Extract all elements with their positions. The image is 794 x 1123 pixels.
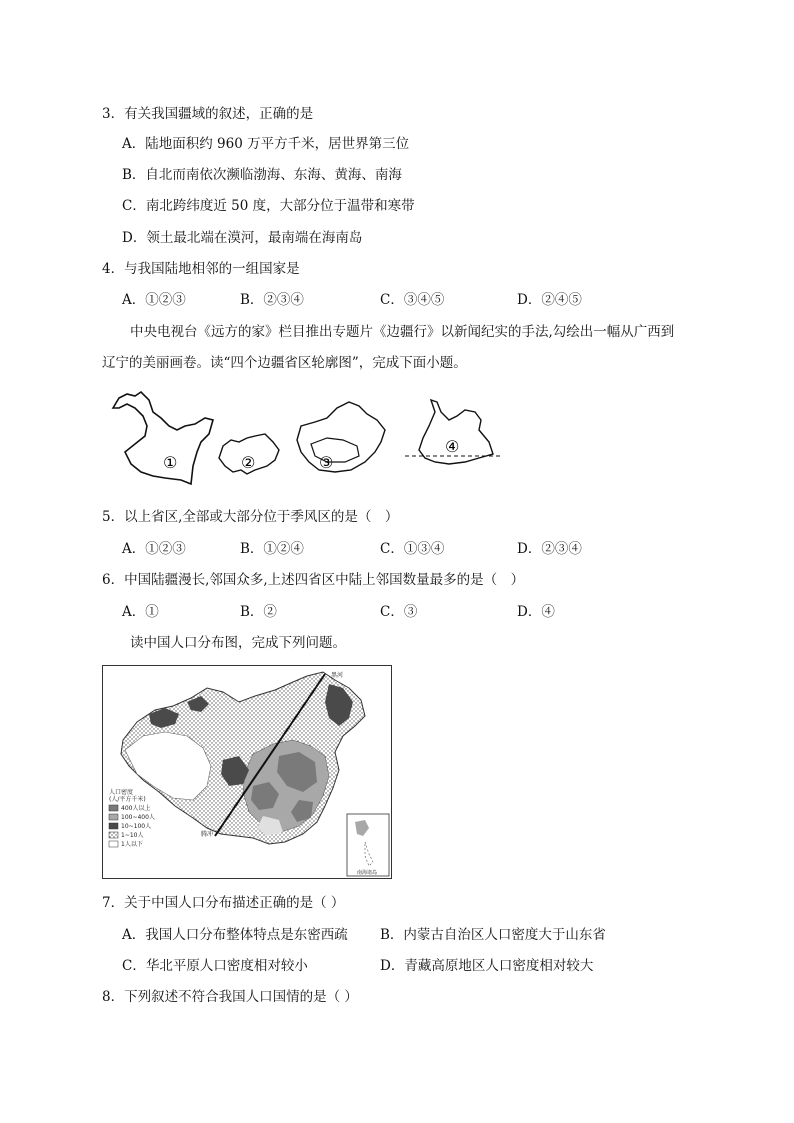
question-6-option-b[interactable]: B．②	[240, 604, 277, 620]
outline-4-label: ④	[445, 437, 460, 456]
question-4-stem: 4．与我国陆地相邻的一组国家是	[102, 261, 300, 277]
question-7-stem: 7．关于中国人口分布描述正确的是（ ）	[102, 895, 345, 911]
question-3-option-b[interactable]: B．自北而南依次濒临渤海、东海、黄海、南海	[122, 167, 402, 183]
south-sea-inset	[347, 814, 389, 876]
legend-item-3: 10~100人	[121, 823, 152, 830]
map-label-tengchong: 腾冲	[201, 831, 214, 838]
inset-label: 南海诸岛	[357, 870, 378, 876]
question-3-stem: 3．有关我国疆域的叙述，正确的是	[102, 106, 314, 122]
question-7-option-c[interactable]: C．华北平原人口密度相对较小	[122, 958, 308, 974]
question-4-option-c[interactable]: C．③④⑤	[380, 292, 445, 308]
intro-passage-line-2: 辽宁的美丽画卷。读“四个边疆省区轮廓图”，完成下面小题。	[102, 355, 467, 371]
china-outline	[121, 672, 365, 844]
question-5-option-b[interactable]: B．①②④	[240, 541, 304, 557]
intro-passage-2: 读中国人口分布图，完成下列问题。	[130, 635, 346, 651]
question-5-option-a[interactable]: A．①②③	[122, 541, 186, 557]
map-legend	[109, 788, 155, 848]
outline-2-label: ②	[241, 453, 256, 472]
question-6-option-a[interactable]: A．①	[122, 604, 159, 620]
question-7-option-a[interactable]: A．我国人口分布整体特点是东密西疏	[122, 927, 348, 943]
question-5-option-d[interactable]: D．②③④	[517, 541, 582, 557]
question-4-option-b[interactable]: B．②③④	[240, 292, 304, 308]
question-7-option-b[interactable]: B．内蒙古自治区人口密度大于山东省	[380, 927, 606, 943]
population-density-map	[102, 665, 392, 879]
legend-title-2: (人/平方千米)	[109, 796, 146, 803]
question-3-option-d[interactable]: D．领土最北端在漠河，最南端在海南岛	[122, 230, 363, 246]
question-5-stem: 5．以上省区,全部或大部分位于季风区的是（ ）	[102, 509, 399, 525]
question-3-option-a[interactable]: A．陆地面积约 960 万平方千米，居世界第三位	[122, 136, 410, 152]
outline-3-shape	[297, 402, 385, 472]
outline-1-label: ①	[163, 453, 178, 472]
question-5-option-c[interactable]: C．①③④	[380, 541, 445, 557]
province-outlines-figure	[105, 386, 505, 490]
question-6-option-c[interactable]: C．③	[380, 604, 418, 620]
legend-title-1: 人口密度	[109, 789, 134, 796]
question-3-option-c[interactable]: C．南北跨纬度近 50 度，大部分位于温带和寒带	[122, 198, 415, 214]
question-4-option-a[interactable]: A．①②③	[122, 292, 186, 308]
legend-item-4: 1~10人	[121, 832, 144, 839]
question-4-option-d[interactable]: D．②④⑤	[517, 292, 582, 308]
question-7-option-d[interactable]: D．青藏高原地区人口密度相对较大	[380, 958, 594, 974]
legend-item-1: 400人以上	[121, 805, 151, 812]
outline-3-label: ③	[319, 453, 334, 472]
question-6-stem: 6．中国陆疆漫长,邻国众多,上述四省区中陆上邻国数量最多的是（ ）	[102, 572, 525, 588]
map-label-heihe: 黑河	[331, 672, 344, 679]
legend-item-5: 1人以下	[121, 841, 143, 848]
question-6-option-d[interactable]: D．④	[517, 604, 555, 620]
legend-item-2: 100~400人	[121, 814, 155, 821]
intro-passage-line-1: 中央电视台《远方的家》栏目推出专题片《边疆行》以新闻纪实的手法,勾绘出一幅从广西到	[130, 324, 675, 340]
question-8-stem: 8．下列叙述不符合我国人口国情的是（ ）	[102, 989, 358, 1005]
